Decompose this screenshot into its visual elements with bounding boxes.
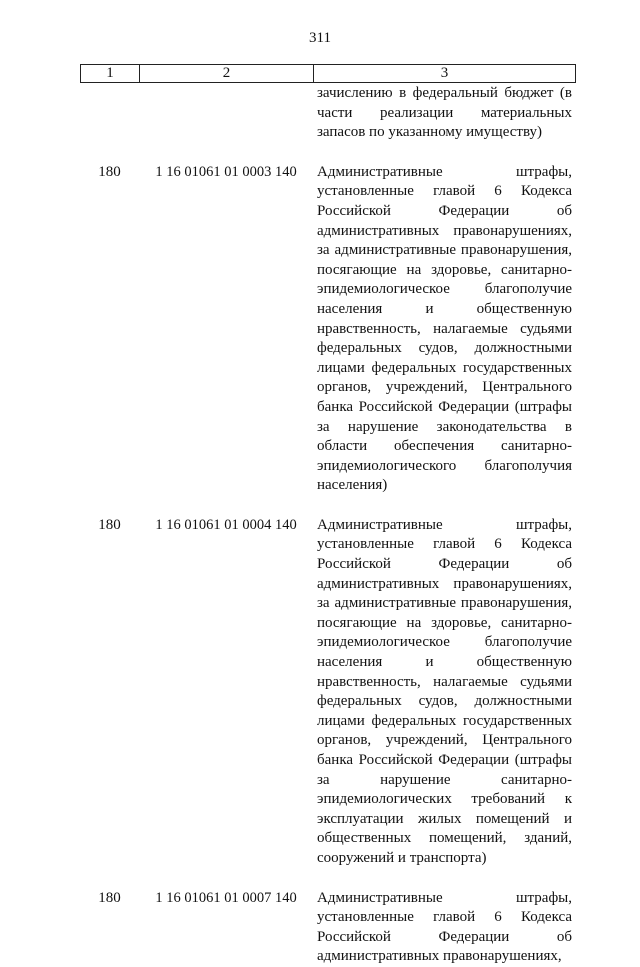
row-kbk: 1 16 01061 01 0004 140	[155, 516, 297, 533]
continuation-text: зачислению в федеральный бюджет (в части реализации материальных запасов по указанному имуществу)	[317, 85, 572, 141]
row-kbk: 1 16 01061 01 0003 140	[155, 163, 297, 180]
row-code: 180	[98, 163, 121, 180]
table-row	[80, 163, 576, 496]
row-description: Административные штрафы, установленные главой 6 Кодекса Российской Федерации об административных правонарушениях, за административные правонарушения, посягающие на здоровье, санитарно-эпидемиологическое благополучие населения и общественную нравственность, налагаемые судьями федеральных судов, должностными лицами федеральных государственных органов, учреждений, Центрального банка Российской Федерации (штрафы за нарушение законодательства в области обеспечения санитарно-эпидемиологического благополучия населения)	[317, 163, 572, 494]
row-code: 180	[98, 889, 121, 906]
header-col-3: 3	[440, 65, 449, 81]
table-row	[80, 516, 576, 869]
header-col-2: 2	[140, 65, 314, 82]
row-code: 180	[98, 516, 121, 533]
table-body	[80, 84, 576, 967]
row-description: Административные штрафы, установленные главой 6 Кодекса Российской Федерации об административных правонарушениях, за административные правонарушения, посягающие на здоровье, санитарно-эпидемиологическое благополучие населения и общественную нравственность, налагаемые судьями федеральных судов, должностными лицами федеральных государственных органов, учреждений, Центрального банка Российской Федерации (штрафы за нарушение санитарно-эпидемиологических требований к эксплуатации жилых помещений и общественных помещений, зданий, сооружений и транспорта)	[317, 516, 572, 866]
header-col-1: 1	[81, 65, 140, 82]
table-row	[80, 889, 576, 967]
row-description: Административные штрафы, установленные главой 6 Кодекса Российской Федерации об административных правонарушениях,	[317, 889, 572, 965]
table-header	[80, 64, 576, 83]
page-number: 311	[309, 30, 331, 46]
row-kbk: 1 16 01061 01 0007 140	[155, 889, 297, 906]
